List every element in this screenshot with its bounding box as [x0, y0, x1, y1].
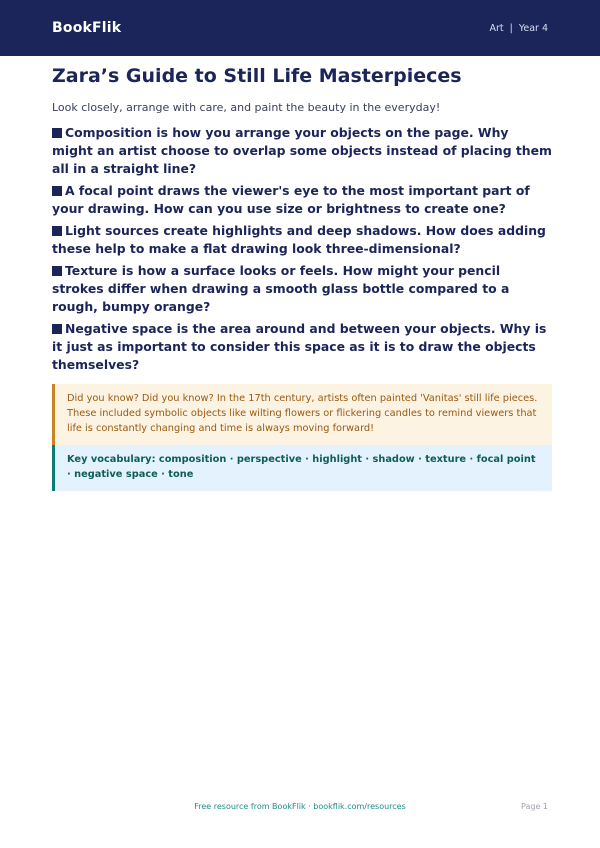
question-text: Texture is how a surface looks or feels. How might your pencil strokes differ when drawing a smooth glass bottle compared to a rough, bumpy orange?	[52, 263, 510, 314]
meta-separator: |	[509, 22, 513, 34]
question-text: A focal point draws the viewer's eye to the most important part of your drawing. How can you use size or brightness to create one?	[52, 183, 530, 216]
question-item	[52, 182, 552, 218]
question-text: Negative space is the area around and between your objects. Why is it just as important to consider this space as it is to draw the objects themselves?	[52, 321, 547, 372]
page-number: Page 1	[521, 802, 548, 811]
question-text: Light sources create highlights and deep shadows. How does adding these help to make a flat drawing look three-dimensional?	[52, 223, 546, 256]
question-text: Composition is how you arrange your objects on the page. Why might an artist choose to overlap some objects instead of placing them all in a straight line?	[52, 125, 552, 176]
square-bullet-icon	[52, 266, 62, 276]
did-you-know-callout: Did you know? Did you know? In the 17th century, artists often painted 'Vanitas' still life pieces. These included symbolic objects like wilting flowers or flickering candles to remind viewers that life is constantly changing and time is always moving forward!	[52, 384, 552, 445]
page-footer	[0, 802, 600, 816]
question-item	[52, 262, 552, 316]
square-bullet-icon	[52, 226, 62, 236]
square-bullet-icon	[52, 324, 62, 334]
worksheet-content	[52, 64, 552, 491]
year-label: Year 4	[518, 22, 548, 34]
header-meta	[489, 23, 548, 34]
subject-label: Art	[489, 22, 504, 34]
page-subtitle: Look closely, arrange with care, and paint the beauty in the everyday!	[52, 101, 441, 114]
brand-logo-text[interactable]: BookFlik	[52, 20, 122, 36]
question-item	[52, 124, 552, 178]
question-item	[52, 320, 552, 374]
header-bar	[0, 0, 600, 56]
page-title: Zara’s Guide to Still Life Masterpieces	[52, 65, 462, 87]
footer-credit-link[interactable]: Free resource from BookFlik · bookflik.com/resources	[194, 802, 406, 811]
question-item	[52, 222, 552, 258]
key-vocabulary-box: Key vocabulary: composition · perspective · highlight · shadow · texture · focal point · negative space · tone	[52, 445, 552, 491]
question-list	[52, 124, 552, 374]
square-bullet-icon	[52, 186, 62, 196]
square-bullet-icon	[52, 128, 62, 138]
